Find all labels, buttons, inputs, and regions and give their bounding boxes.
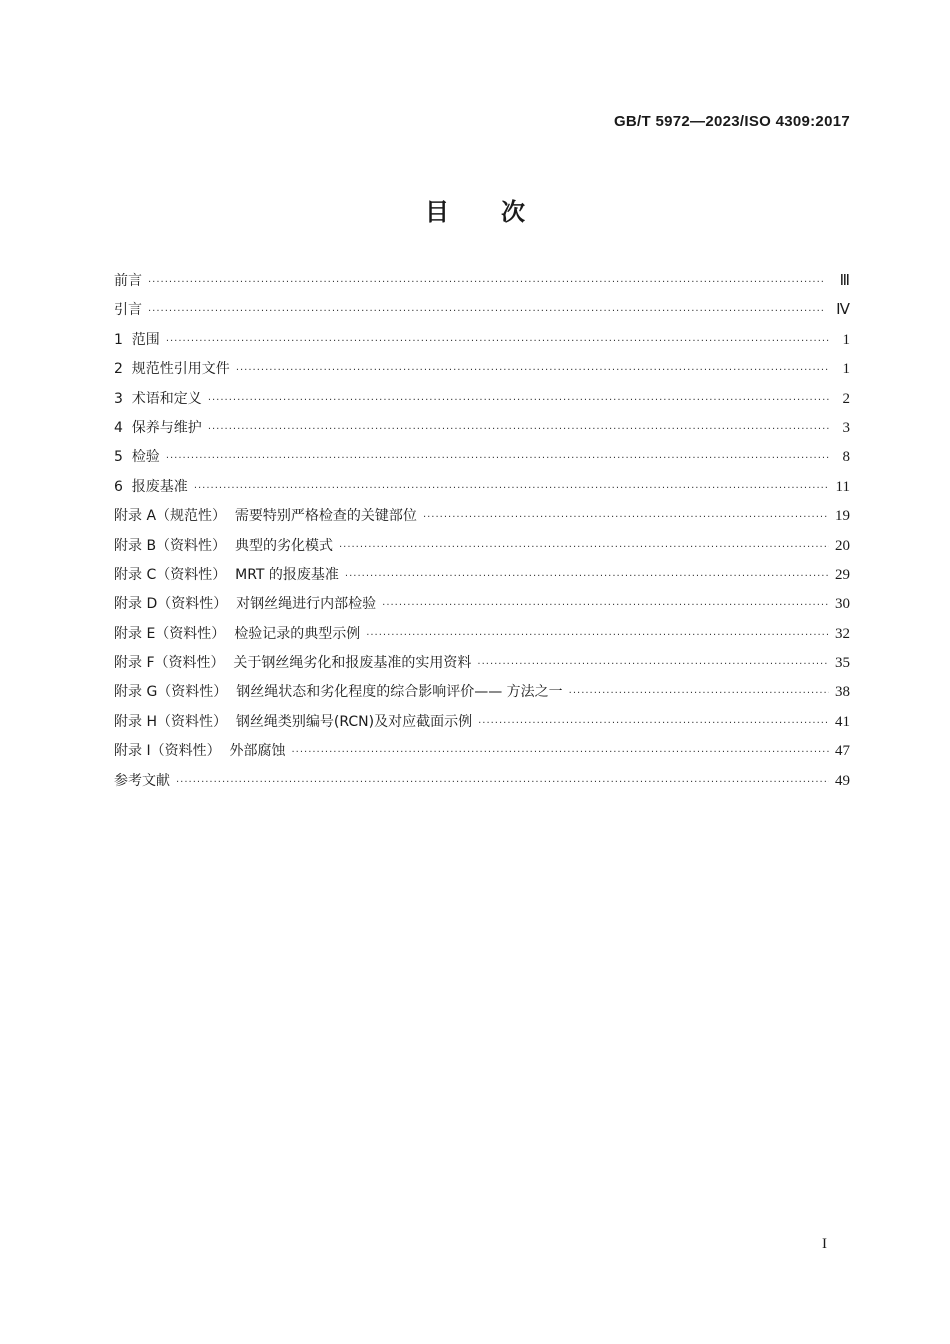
- toc-entry-page: Ⅲ: [839, 273, 850, 289]
- toc-entry[interactable]: [114, 652, 850, 681]
- toc-entry-label: 4 保养与维护: [114, 419, 202, 436]
- toc-leader-dots: [176, 777, 829, 788]
- toc-entry-label: 附录 E（资料性） 检验记录的典型示例: [114, 625, 361, 642]
- toc-entry[interactable]: [114, 505, 850, 534]
- toc-entry-label: 附录 A（规范性） 需要特别严格检查的关键部位: [114, 508, 417, 525]
- toc-entry-label: 3 术语和定义: [114, 390, 202, 407]
- toc-entry-label: 附录 D（资料性） 对钢丝绳进行内部检验: [114, 596, 377, 613]
- toc-leader-dots: [569, 688, 829, 699]
- toc-leader-dots: [208, 424, 830, 435]
- toc-entry[interactable]: [114, 329, 850, 358]
- toc-entry[interactable]: [114, 681, 850, 710]
- toc-entry-label: 6 报废基准: [114, 478, 188, 495]
- toc-entry[interactable]: [114, 740, 850, 769]
- toc-entry[interactable]: [114, 593, 850, 622]
- toc-entry[interactable]: [114, 417, 850, 446]
- toc-entry[interactable]: [114, 623, 850, 652]
- toc-entry[interactable]: [114, 770, 850, 799]
- toc-entry-label: 引言: [114, 302, 142, 319]
- toc-leader-dots: [366, 630, 829, 641]
- toc-entry-page: Ⅳ: [836, 302, 850, 319]
- toc-entry-label: 前言: [114, 273, 142, 289]
- toc-entry[interactable]: [114, 711, 850, 740]
- toc-leader-dots: [478, 718, 829, 729]
- toc-entry-page: 11: [835, 478, 850, 495]
- toc-leader-dots: [166, 336, 830, 347]
- toc-leader-dots: [166, 453, 830, 464]
- toc-entry[interactable]: [114, 388, 850, 417]
- toc-entry-page: 30: [835, 596, 850, 613]
- toc-leader-dots: [148, 306, 830, 317]
- toc-entry-page: 20: [835, 537, 850, 554]
- toc-leader-dots: [339, 542, 829, 553]
- toc-entry-page: 41: [835, 713, 850, 730]
- standard-code: GB/T 5972—2023/ISO 4309:2017: [613, 113, 850, 130]
- toc-leader-dots: [194, 483, 830, 494]
- toc-leader-dots: [236, 365, 830, 376]
- toc-entry-page: 2: [842, 390, 850, 407]
- toc-entry[interactable]: [114, 535, 850, 564]
- toc-entry-page: 35: [835, 655, 850, 672]
- toc-entry-label: 附录 F（资料性） 关于钢丝绳劣化和报废基准的实用资料: [114, 655, 472, 672]
- toc-leader-dots: [345, 571, 829, 582]
- toc-entry-page: 8: [842, 449, 850, 466]
- toc-entry-label: 附录 C（资料性） MRT 的报废基准: [114, 566, 339, 583]
- toc-leader-dots: [423, 512, 829, 523]
- toc-entry-label: 附录 H（资料性） 钢丝绳类别编号(RCN)及对应截面示例: [114, 713, 473, 730]
- toc-entry-page: 29: [835, 566, 850, 583]
- toc-leader-dots: [382, 600, 829, 611]
- toc-entry-label: 附录 B（资料性） 典型的劣化模式: [114, 537, 333, 554]
- toc-entry[interactable]: [114, 476, 850, 505]
- toc-leader-dots: [291, 747, 829, 758]
- toc-entry-page: 47: [835, 743, 850, 760]
- toc-entry-page: 3: [842, 419, 850, 436]
- toc-entry[interactable]: [114, 564, 850, 593]
- toc-entry-label: 附录 G（资料性） 钢丝绳状态和劣化程度的综合影响评价—— 方法之一: [114, 684, 563, 701]
- toc-entry-label: 1 范围: [114, 331, 160, 348]
- toc-entry[interactable]: [114, 358, 850, 387]
- page-number: I: [822, 1236, 827, 1252]
- toc-entry-page: 19: [835, 508, 850, 525]
- toc-entry-label: 2 规范性引用文件: [114, 361, 230, 378]
- toc-entry[interactable]: [114, 446, 850, 475]
- toc-entry-page: 49: [835, 772, 850, 789]
- toc-leader-dots: [208, 395, 830, 406]
- table-of-contents: [114, 270, 850, 799]
- toc-entry[interactable]: [114, 299, 850, 328]
- toc-entry-label: 附录 I（资料性） 外部腐蚀: [114, 743, 286, 760]
- toc-entry-page: 38: [835, 684, 850, 701]
- toc-entry-page: 1: [842, 331, 850, 348]
- toc-entry[interactable]: [114, 270, 850, 299]
- toc-entry-page: 1: [842, 361, 850, 378]
- page-title: 目次: [425, 198, 577, 226]
- toc-entry-label: 5 检验: [114, 449, 160, 466]
- toc-leader-dots: [148, 277, 830, 288]
- toc-entry-label: 参考文献: [114, 772, 170, 789]
- toc-leader-dots: [477, 659, 829, 670]
- toc-entry-page: 32: [835, 625, 850, 642]
